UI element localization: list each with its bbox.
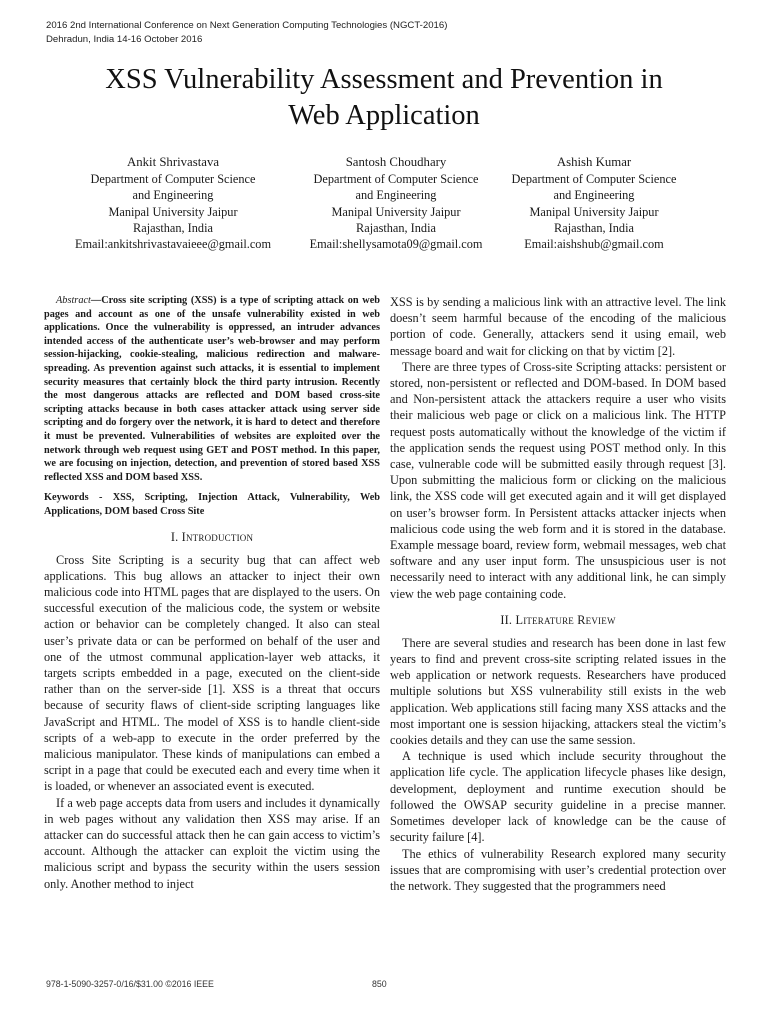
abstract-label: Abstract: [56, 295, 91, 306]
author-name: Ashish Kumar: [556, 155, 632, 169]
intro-paragraph-1: Cross Site Scripting is a security bug that can affect web applications. This bug allows an attacker to inject their own malicious code into HTML pages that are displayed to the users. On successful execution of the malicious code, the system or website action or behavior can be completely changed. It also can steal user’s private data or can be performed on behalf of the user and one of the utmost communal application-layer web attacks, it targets scripts embedded in a page, executed on the client-side rather than on the server-side [1]. XSS is a threat that occurs because of security flaws of client-side scripting languages like JavaScript and HTML. The model of XSS is to handle client-side scripts of a web-app to execute in the order preferred by the malicious manipulator. These kinds of manipulations can embed a script in a page that could be executed each and every time when it is loaded, or whenever an associated event is executed.: [44, 552, 380, 794]
author-email[interactable]: Email:shellysamota09@gmail.com: [309, 237, 483, 252]
section-heading-introduction: I. Introduction: [170, 529, 254, 544]
intro-paragraph-4: There are three types of Cross-site Scripting attacks: persistent or stored, non-persistent or reflected and DOM-based. In DOM based and Non-persistent attack the attackers require a user who visits their malicious web page or click on a malicious link. The HTTP request posts automatically without the knowledge of the victim if the application sends the request using POST method only. In this case, vulnerable code will be submitted easily through request [3]. Upon submitting the malicious form or clicking on the malicious link, the XSS code will get executed again and it will get displayed on user’s browser form. In Persistent attacks attacker injects when malicious code using the web form and it is stored in the database. Example message board, review form, webmail messages, web chat software and any user input form. The unsuspicious user is not necessarily need to interact with any additional link, he can simply view the web page containing code.: [390, 359, 726, 601]
author-email[interactable]: Email:ankitshrivastavaieee@gmail.com: [74, 237, 272, 252]
literature-paragraph-1: There are several studies and research has been done in last few years to find and prevent cross-site scripting related issues in the web application or network requests. Researchers have produced multiple solutions but XSS vulnerability still exists in the web application. Web applications still facing many XSS attacks and the most important one is session hijacking, attackers steal the victim’s cookies details and they can use the same session.: [390, 635, 726, 748]
author-location: Rajasthan, India: [133, 220, 213, 235]
intro-paragraph-2: If a web page accepts data from users and includes it dynamically in web pages without any validation then XSS may arise. If an attacker can do successful attack then he can gain access to victim’s account. Although the attacker can exploit the victim using the malicious script and bypass the security within the users session only. Another method to inject: [44, 795, 380, 891]
page-number: 850: [372, 979, 387, 989]
author-university: Manipal University Jaipur: [331, 204, 461, 219]
right-column: [390, 294, 726, 894]
title-line-2: Web Application: [288, 100, 480, 131]
conference-header: [46, 19, 447, 47]
author-block-1: [58, 154, 288, 252]
paper-title: [40, 62, 728, 134]
author-department: Department of Computer Science: [313, 172, 479, 187]
title-line-1: XSS Vulnerability Assessment and Prevention in: [105, 64, 663, 95]
author-location: Rajasthan, India: [554, 220, 634, 235]
author-department: Department of Computer Science: [90, 172, 256, 187]
keywords: Keywords - XSS, Scripting, Injection Attack, Vulnerability, Web Applications, DOM based Cross Site: [44, 492, 380, 517]
literature-paragraph-2: A technique is used which include security throughout the application life cycle. The application lifecycle phases like design, development, deployment and runtime execution should be followed the OWSAP security guideline in a precise manner. Sometimes developer lack of knowledge can be the cause of security failure [4].: [390, 749, 726, 845]
author-department: Department of Computer Science: [511, 172, 677, 187]
author-department-cont: and Engineering: [553, 188, 635, 203]
author-university: Manipal University Jaipur: [529, 204, 659, 219]
conference-name: 2016 2nd International Conference on Next Generation Computing Technologies (NGCT-2016): [46, 20, 448, 31]
intro-paragraph-3: XSS is by sending a malicious link with an attractive level. The link doesn’t seem harmful because of the encoding of the malicious portion of code. Generally, attackers send it using email, web message board and wait for clicking on that by victim [2].: [390, 295, 726, 358]
copyright-isbn: 978-1-5090-3257-0/16/$31.00 ©2016 IEEE: [46, 979, 214, 989]
author-name: Ankit Shrivastava: [126, 155, 220, 169]
section-heading-literature-review: II. Literature Review: [500, 612, 616, 627]
conference-location: Dehradun, India 14-16 October 2016: [46, 34, 203, 45]
abstract-text: —Cross site scripting (XSS) is a type of scripting attack on web pages and account as one of the unsafe vulnerability existed in web applications. Once the vulnerability is oppressed, an intruder advances intended access of the authenticate user’s web-browser and may perform session-hijacking, cookie-stealing, malicious redirection and malware-spreading. As prevention against such attacks, it is essential to implement security measures that certainly block the third party intrusion. Recently the most dangerous attacks are reflected and DOM based cross-site scripting attacks because in both cases attacker attack using server side scripting and do forgery over the network, it is hard to detect and therefore it must be prevented. Vulnerabilities of websites are exploited over the network through web request using GET and POST method. In this paper, we are focusing on injection, detection, and prevention of stored based XSS reflected XSS and DOM based XSS.: [44, 295, 380, 483]
left-column: [44, 294, 380, 892]
author-email[interactable]: Email:aishshub@gmail.com: [524, 237, 664, 252]
author-block-2: [283, 154, 509, 252]
author-location: Rajasthan, India: [356, 220, 436, 235]
author-block-3: [481, 154, 707, 252]
abstract: [44, 294, 380, 484]
author-department-cont: and Engineering: [132, 188, 214, 203]
author-department-cont: and Engineering: [355, 188, 437, 203]
literature-paragraph-3: The ethics of vulnerability Research explored many security issues that are compromising with user’s credential protection over the network. They suggested that the programmers need: [390, 846, 726, 893]
author-name: Santosh Choudhary: [345, 155, 447, 169]
author-university: Manipal University Jaipur: [108, 204, 238, 219]
